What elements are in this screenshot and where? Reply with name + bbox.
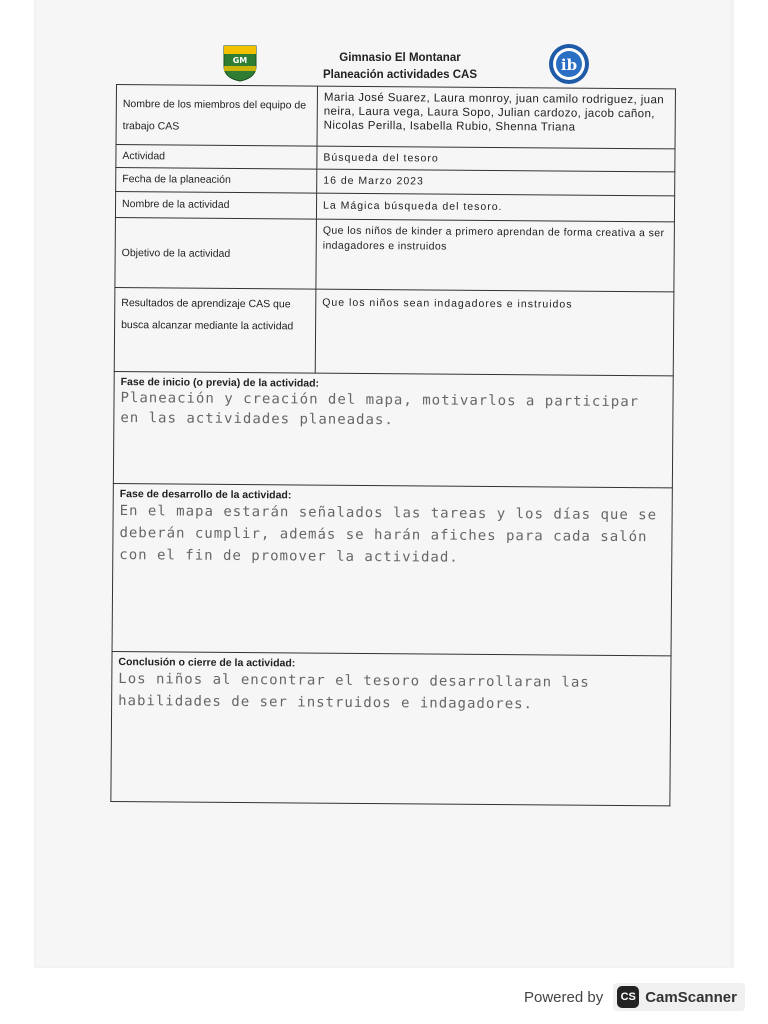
closing-phase-value: Los niños al encontrar el tesoro desarrollaran las habilidades de ser instruidos e indagadores. [118,671,590,713]
closing-phase-label: Conclusión o cierre de la actividad: [118,656,296,670]
row-objective [115,217,675,291]
cas-planning-form [110,84,676,806]
school-name: Gimnasio El Montanar [339,52,461,64]
start-phase-value: Planeación y creación del mapa, motivarlos a participar en las actividades planeadas. [120,390,640,429]
ib-logo [545,42,593,86]
learning-outcomes-label: Resultados de aprendizaje CAS que busca alcanzar mediante la actividad [114,287,316,373]
camscanner-icon: CS [617,986,639,1008]
learning-outcomes-value: Que los niños sean indagadores e instruidos [315,289,674,376]
date-value: 16 de Marzo 2023 [317,169,675,196]
row-learning-outcomes [114,287,674,375]
development-phase-label: Fase de desarrollo de la actividad: [119,488,292,502]
development-phase-value: En el mapa estarán señalados las tareas y los días que se deberán cumplir, además se harán afiches para cada salón con el fin de promover la actividad. [119,503,658,566]
members-label: Nombre de los miembros del equipo de trabajo CAS [116,85,317,147]
start-phase-label: Fase de inicio (o previa) de la actividad: [120,376,320,390]
powered-by-text: Powered by [524,988,604,1006]
logo-right-text: ib [560,56,578,74]
objective-label: Objetivo de la actividad [115,217,317,289]
camscanner-badge [613,983,745,1011]
date-label: Fecha de la planeación [116,168,317,194]
camscanner-name: CamScanner [645,988,737,1006]
row-development-phase [112,483,672,655]
activity-label: Actividad [116,145,317,170]
start-phase-cell [113,371,673,487]
objective-value: Que los niños de kinder a primero aprendan de forma creativa a ser indagadores e instruidos [316,219,675,292]
row-closing-phase [111,651,671,805]
school-shield-logo [222,44,258,82]
row-members [116,85,675,149]
camscanner-watermark [524,982,745,1012]
closing-phase-cell [111,651,671,805]
activity-name-label: Nombre de la actividad [115,192,316,220]
activity-value: Búsqueda del tesoro [317,146,675,172]
document-header [290,50,510,84]
members-value: Maria José Suarez, Laura monroy, juan camilo rodriguez, juan neira, Laura vega, Laura Sopo, Julian cardozo, jacob cañon, Nicolas Perilla, Isabella Rubio, Shenna Triana [317,86,675,149]
activity-name-value: La Mágica búsqueda del tesoro. [316,193,674,222]
row-start-phase [113,371,673,487]
logo-left-text: GM [232,56,248,65]
development-phase-cell [112,483,672,655]
document-subtitle: Planeación actividades CAS [322,69,478,81]
